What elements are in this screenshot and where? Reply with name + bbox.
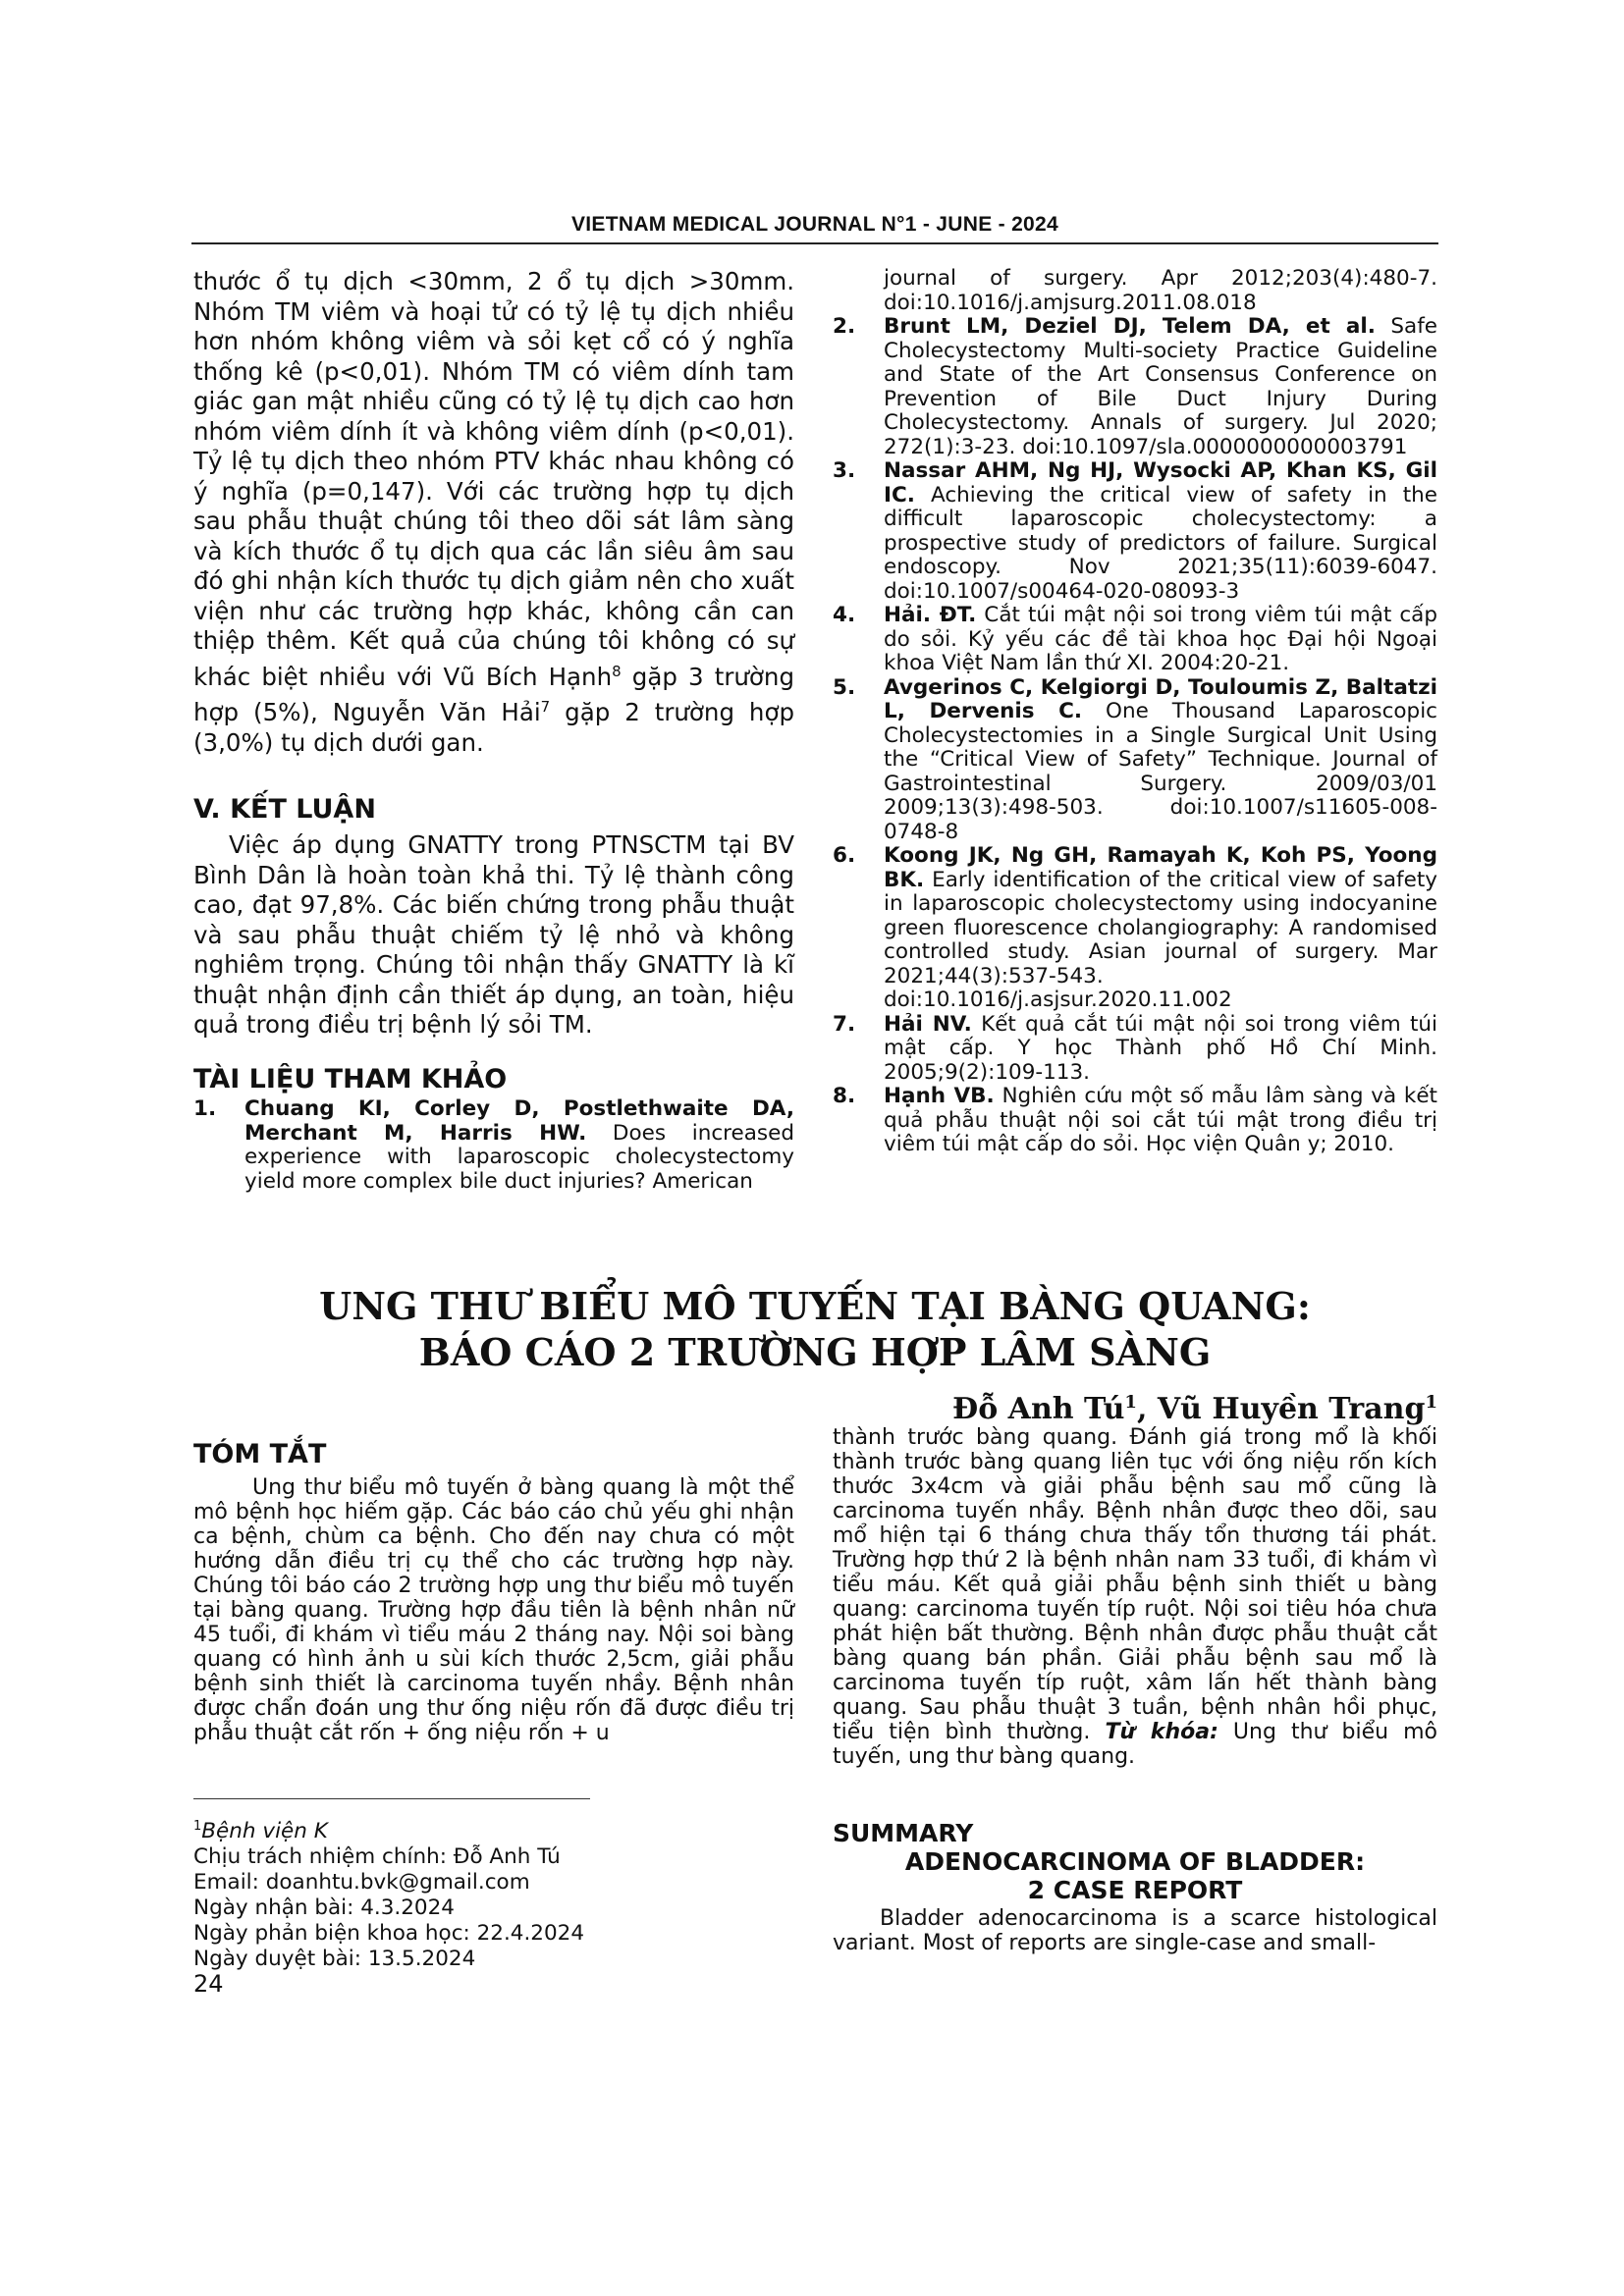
reference-number: 7. bbox=[833, 1011, 856, 1037]
reference-authors: Hạnh VB. bbox=[884, 1084, 995, 1108]
reference-text: Early identification of the critical view of safety in laparoscopic cholecystectomy using indocyanine green fluorescence cholangiography: A randomised controlled study. Asian journal of surgery. Mar 2021;44(3):537-543. doi:10.1016/j.asjsur.2020.11.002 bbox=[884, 867, 1437, 1012]
summary-title-line-1: ADENOCARCINOMA OF BLADDER: bbox=[904, 1847, 1366, 1876]
article-authors: Đỗ Anh $Tú^1$, Vũ Huyền Trang$^1$ bbox=[952, 1392, 1437, 1426]
affiliation: $^1$Bệnh viện K bbox=[193, 1819, 328, 1844]
reference-item bbox=[833, 459, 1437, 604]
summary-title-line-2: 2 CASE REPORT bbox=[1027, 1876, 1243, 1904]
reference-item bbox=[833, 315, 1437, 459]
reference-authors: Avgerinos C, Kelgiorgi D, Touloumis Z, Baltatzi L, Dervenis C. bbox=[884, 674, 1437, 723]
reference-authors: Brunt LM, Deziel DJ, Telem DA, et al. bbox=[884, 314, 1376, 339]
reference-authors: Hải. ĐT. bbox=[884, 603, 977, 627]
reference-text: Nghiên cứu một số mẫu lâm sàng và kết quả phẫu thuật nội soi cắt túi mật trong điều trị viêm túi mật cấp do sỏi. Học viện Quân y; 2010. bbox=[884, 1084, 1437, 1156]
reference-text: Kết quả cắt túi mật nội soi trong viêm túi mật cấp. Y học Thành phố Hồ Chí Minh. 2005;9(2):109-113. bbox=[884, 1011, 1437, 1085]
citation-marker: 7 bbox=[540, 698, 551, 717]
reference-authors: Hải NV. bbox=[884, 1011, 972, 1037]
abstract-heading: TÓM TẮT bbox=[193, 1439, 327, 1469]
running-head: VIETNAM MEDICAL JOURNAL N°1 - JUNE - 2024 bbox=[570, 213, 1058, 236]
reference-item bbox=[193, 1097, 794, 1194]
reference-number: 1. bbox=[193, 1096, 217, 1121]
reference-text: Does increased experience with laparoscopic cholecystectomy yield more complex bile duct injuries? American bbox=[244, 1120, 794, 1194]
reference-number: 6. bbox=[833, 843, 856, 868]
corresponding-author: Chịu trách nhiệm chính: Đỗ Anh Tú bbox=[193, 1844, 561, 1870]
reference-text: One Thousand Laparoscopic Cholecystectomies in a Single Surgical Unit Using the “Critical View of Safety” Technique. Journal of Gastrointestinal Surgery. 2009/03/01 2009;13(3):498-503. doi:10.1007/s11605-008-0748-8 bbox=[884, 699, 1437, 844]
body-paragraph-continuation: thước ổ tụ dịch <30mm, 2 ổ tụ dịch >30mm. Nhóm TM viêm và hoại tử có tỷ lệ tụ dịch nhiều hơn nhóm không viêm và sỏi kẹt cổ có ý nghĩa thống kê (p<0,01). Nhóm TM có viêm dính tam giác gan mật nhiều cũng có tỷ lệ tụ dịch cao hơn nhóm viêm dính ít và không viêm dính (p<0,01). Tỷ lệ tụ dịch theo nhóm PTV khác nhau không có ý nghĩa (p=0,147). Với các trường hợp tụ dịch sau phẫu thuật chúng tôi theo dõi sát lâm sàng và kích thước ổ tụ dịch qua các lần siêu âm sau đó ghi nhận kích thước tụ dịch giảm nên cho xuất viện như các trường hợp khác, không cần can thiệp thêm. Kết quả của chúng tôi không có sự khác biệt nhiều với Vũ Bích Hạnh$^8$ gặp 3 trường hợp (5%), Nguyễn Văn Hải$^7$ gặp 2 trường hợp (3,0%) tụ dịch dưới gan. bbox=[193, 267, 795, 757]
references-list bbox=[833, 267, 1437, 1157]
reference-authors: Nassar AHM, Ng HJ, Wysocki AP, Khan KS, Gil IC. bbox=[884, 458, 1437, 507]
reference-continuation: journal of surgery. Apr 2012;203(4):480-7. doi:10.1016/j.amjsurg.2011.08.018 bbox=[884, 266, 1437, 315]
citation-marker: 8 bbox=[612, 662, 622, 680]
summary-paragraph: Bladder adenocarcinoma is a scarce histological variant. Most of reports are single-case and small- bbox=[833, 1906, 1437, 1955]
page-number: 24 bbox=[193, 1970, 224, 1998]
reference-text: Achieving the critical view of safety in the difficult laparoscopic cholecystectomy: a prospective study of predictors of failure. Surgical endoscopy. Nov 2021;35(11):6039-6047. doi:10.1007/s00464-020-08093-3 bbox=[884, 482, 1437, 604]
reference-text: Cắt túi mật nội soi trong viêm túi mật cấp do sỏi. Kỷ yếu các đề tài khoa học Đại hội Ngoại khoa Việt Nam lần thứ XI. 2004:20-21. bbox=[884, 603, 1438, 675]
reference-number: 4. bbox=[833, 603, 856, 627]
reference-item bbox=[833, 844, 1437, 1013]
references-heading: TÀI LIỆU THAM KHẢO bbox=[193, 1064, 508, 1095]
keywords-label: Từ khóa: bbox=[1105, 1720, 1218, 1744]
footnote-rule bbox=[193, 1798, 590, 1799]
footnotes bbox=[193, 1814, 783, 1972]
conclusion-paragraph: Việc áp dụng GNATTY trong PTNSCTM tại BV Bình Dân là hoàn toàn khả thi. Tỷ lệ thành công cao, đạt 97,8%. Các biến chứng trong phẫu thuật và sau phẫu thuật chiếm tỷ lệ nhỏ và không nghiêm trọng. Chúng tôi nhận thấy GNATTY là kĩ thuật nhận định cần thiết áp dụng, an toàn, hiệu quả trong điều trị bệnh lý sỏi TM. bbox=[193, 830, 794, 1039]
reference-text: Safe Cholecystectomy Multi-society Practice Guideline and State of the Art Consensus Conference on Prevention of Bile Duct Injury During Cholecystectomy. Annals of surgery. Jul 2020; 272(1):3-23. doi:10.1097/sla.0000000000003791 bbox=[884, 314, 1437, 459]
accepted-date: Ngày duyệt bài: 13.5.2024 bbox=[193, 1947, 476, 1972]
article-title-line-1: UNG THƯ BIỂU MÔ TUYẾN TẠI BÀNG QUANG: bbox=[319, 1284, 1311, 1328]
reference-item bbox=[833, 604, 1437, 676]
article-title-line-2: BÁO CÁO 2 TRƯỜNG HỢP LÂM SÀNG bbox=[418, 1330, 1212, 1374]
summary-heading: SUMMARY bbox=[833, 1819, 974, 1847]
reference-number: 8. bbox=[833, 1084, 856, 1108]
abstract-paragraph-continued: thành trước bàng quang. Đánh giá trong mổ là khối thành trước bàng quang liên tục với ống niệu rốn kích thước 3x4cm và giải phẫu bệnh sau mổ cũng là carcinoma tuyến nhầy. Bệnh nhân được theo dõi, sau mổ hiện tại 6 tháng chưa thấy tổn thương tái phát. Trường hợp thứ 2 là bệnh nhân nam 33 tuổi, đi khám vì tiểu máu. Kết quả giải phẫu bệnh sinh thiết u bàng quang: carcinoma tuyến típ ruột. Nội soi tiêu hóa chưa phát hiện bất thường. Bệnh nhân được phẫu thuật cắt bàng quang bán phần. Giải phẫu bệnh sau mổ là carcinoma tuyến típ ruột, xâm lấn hết thành bàng quang. Sau phẫu thuật 3 tuần, bệnh nhân hồi phục, tiểu tiện bình thường. Từ khóa: Ung thư biểu mô tuyến, ung thư bàng quang. bbox=[833, 1425, 1437, 1769]
conclusion-heading: V. KẾT LUẬN bbox=[193, 794, 376, 825]
abstract-paragraph: Ung thư biểu mô tuyến ở bàng quang là một thể mô bệnh học hiếm gặp. Các báo cáo chủ yếu ghi nhận ca bệnh, chùm ca bệnh. Cho đến nay chưa có một hướng dẫn điều trị cụ thể cho các trường hợp này. Chúng tôi báo cáo 2 trường hợp ung thư biểu mô tuyến tại bàng quang. Trường hợp đầu tiên là bệnh nhân nữ 45 tuổi, đi khám vì tiểu máu 2 tháng nay. Nội soi bàng quang có hình ảnh u sùi kích thước 2,5cm, giải phẫu bệnh sinh thiết là carcinoma tuyến nhầy. Bệnh nhân được chẩn đoán ung thư ống niệu rốn đã được điều trị phẫu thuật cắt rốn + ống niệu rốn + u bbox=[193, 1475, 794, 1745]
header-rule bbox=[191, 242, 1438, 244]
reference-number: 5. bbox=[833, 674, 856, 700]
reference-authors: Chuang KI, Corley D, Postlethwaite DA, Merchant M, Harris HW. bbox=[244, 1096, 794, 1146]
reference-item bbox=[833, 1085, 1437, 1157]
reference-item bbox=[833, 1013, 1437, 1086]
reference-number: 2. bbox=[833, 314, 856, 339]
reference-item bbox=[833, 676, 1437, 845]
reference-number: 3. bbox=[833, 458, 856, 483]
email: Email: doanhtu.bvk@gmail.com bbox=[193, 1870, 530, 1896]
reference-authors: Koong JK, Ng GH, Ramayah K, Koh PS, Yoong BK. bbox=[884, 843, 1437, 892]
review-date: Ngày phản biện khoa học: 22.4.2024 bbox=[193, 1921, 585, 1947]
keywords: Ung thư biểu mô tuyến, ung thư bàng quang. bbox=[833, 1720, 1437, 1769]
received-date: Ngày nhận bài: 4.3.2024 bbox=[193, 1896, 455, 1921]
